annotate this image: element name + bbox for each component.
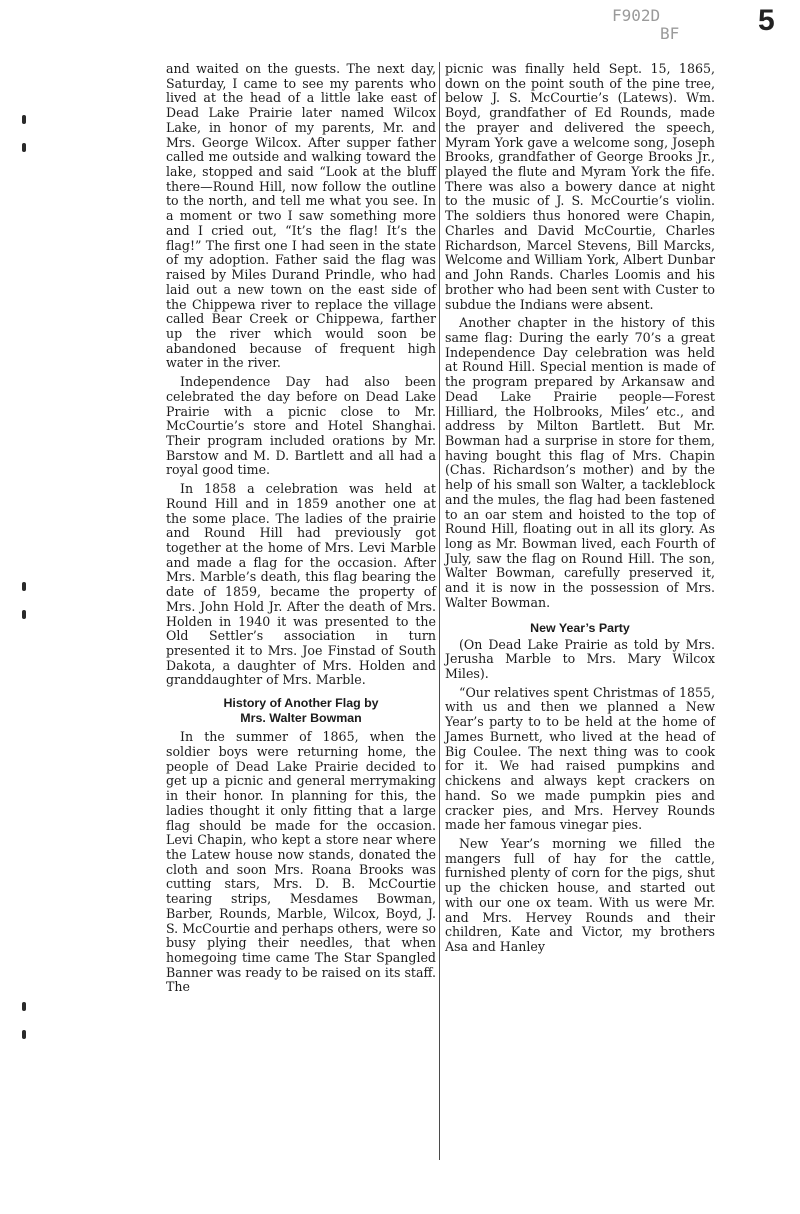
article-paragraph: picnic was finally held Sept. 15, 1865, down on the point south of the pine tree, below J. S. McCourtie’s (Latews). Wm. Boyd, grandfather of Ed Rounds, made the prayer and delivered the speech, Myram York gave a welcome song, Joseph Brooks, grandfather of George Brooks Jr., played the flute and Myram York the fife. There was also a bowery dance at night to the music of J. S. McCourtie’s violin. The soldiers thus honored were Chapin, Charles and David McCourtie, Charles Richardson, Marcel Stevens, Bill Marcks, Welcome and William York, Albert Dunbar and John Rands. Charles Loomis and his brother who had been sent with Custer to subdue the Indians were absent.	[445, 61, 715, 312]
article-paragraph: and waited on the guests. The next day, Saturday, I came to see my parents who lived at the head of a little lake east of Dead Lake Prairie later named Wilcox Lake, in honor of my parents, Mr. and Mrs. George Wilcox. After supper father called me outside and walking toward the lake, stopped and said “Look at the bluff there—Round Hill, now follow the outline to the north, and tell me what you see. In a moment or two I saw something more and I cried out, “It’s the flag! It’s the flag!” The first one I had seen in the state of my adoption. Father said the flag was raised by Miles Durand Prindle, who had laid out a new town on the east side of the Chippewa river to replace the village called Bear Creek or Chippewa, farther up the river which would soon be abandoned because of frequent high water in the river.	[166, 61, 436, 371]
section-heading	[166, 696, 436, 726]
article-paragraph: (On Dead Lake Prairie as told by Mrs. Jerusha Marble to Mrs. Mary Wilcox Miles).	[445, 636, 715, 682]
left-column	[166, 62, 436, 999]
article-paragraph: New Year’s morning we filled the mangers full of hay for the cattle, furnished plenty of corn for the pigs, shut up the chicken house, and started out with our one ox team. With us were Mr. and Mrs. Hervey Rounds and their children, Kate and Victor, my brothers Asa and Hanley	[445, 835, 715, 954]
article-paragraph: Independence Day had also been celebrated the day before on Dead Lake Prairie with a picnic close to Mr. McCourtie’s store and Hotel Shanghai. Their program included orations by Mr. Barstow and M. D. Bartlett and all had a royal good time.	[166, 374, 436, 478]
catalog-mark-line: BF	[660, 24, 680, 43]
punch-hole-mark	[22, 115, 26, 124]
section-heading-line: History of Another Flag by	[223, 696, 379, 711]
right-column	[445, 62, 715, 959]
article-paragraph: In the summer of 1865, when the soldier boys were returning home, the people of Dead Lake Prairie decided to get up a picnic and general merrymaking in their honor. In planning for this, the ladies thought it only fitting that a large flag should be made for the occasion. Levi Chapin, who kept a store near where the Latew house now stands, donated the cloth and soon Mrs. Roana Brooks was cutting stars, Mrs. D. B. McCourtie tearing strips, Mesdames Bowman, Barber, Rounds, Marble, Wilcox, Boyd, J. S. McCourtie and perhaps others, were so busy plying their needles, that when homegoing time came The Star Spangled Banner was ready to be raised on its staff. The	[166, 729, 436, 995]
article-paragraph: In 1858 a celebration was held at Round Hill and in 1859 another one at the some place. The ladies of the prairie and Round Hill had previously got together at the home of Mrs. Levi Marble and made a flag for the occasion. After Mrs. Marble’s death, this flag bearing the date of 1859, became the property of Mrs. John Hold Jr. After the death of Mrs. Holden in 1940 it was presented to the Old Settler’s association in turn presented it to Mrs. Joe Finstad of South Dakota, a daughter of Mrs. Holden and granddaughter of Mrs. Marble.	[166, 481, 436, 688]
punch-hole-mark	[22, 610, 26, 619]
punch-hole-mark	[22, 143, 26, 152]
punch-hole-mark	[22, 1002, 26, 1011]
page-number: 5	[758, 4, 775, 37]
article-paragraph: “Our relatives spent Christmas of 1855, with us and then we planned a New Year’s party to to be held at the home of James Burnett, who lived at the head of Big Coulee. The next thing was to cook for it. We had raised pumpkins and chickens and always kept crackers on hand. So we made pumpkin pies and cracker pies, and Mrs. Hervey Rounds made her famous vinegar pies.	[445, 684, 715, 833]
column-divider	[439, 62, 440, 1160]
catalog-mark-line: F902D	[612, 6, 661, 25]
article-paragraph: Another chapter in the history of this same flag: During the early 70’s a great Independence Day celebration was held at Round Hill. Special mention is made of the program prepared by Arkansaw and Dead Lake Prairie people—Forest Hilliard, the Holbrooks, Miles’ etc., and address by Milton Bartlett. But Mr. Bowman had a surprise in store for them, having bought this flag of Mrs. Chapin (Chas. Richardson’s mother) and by the help of his small son Walter, a tackleblock and the mules, the flag had been fastened to an oar stem and hoisted to the top of Round Hill, floating out in all its glory. As long as Mr. Bowman lived, each Fourth of July, saw the flag on Round Hill. The son, Walter Bowman, carefully preserved it, and it is now in the possession of Mrs. Walter Bowman.	[445, 315, 715, 610]
punch-hole-mark	[22, 1030, 26, 1039]
catalog-mark	[612, 8, 679, 42]
section-heading: New Year’s Party	[530, 620, 630, 635]
punch-hole-mark	[22, 582, 26, 591]
section-heading-line: Mrs. Walter Bowman	[240, 711, 362, 726]
